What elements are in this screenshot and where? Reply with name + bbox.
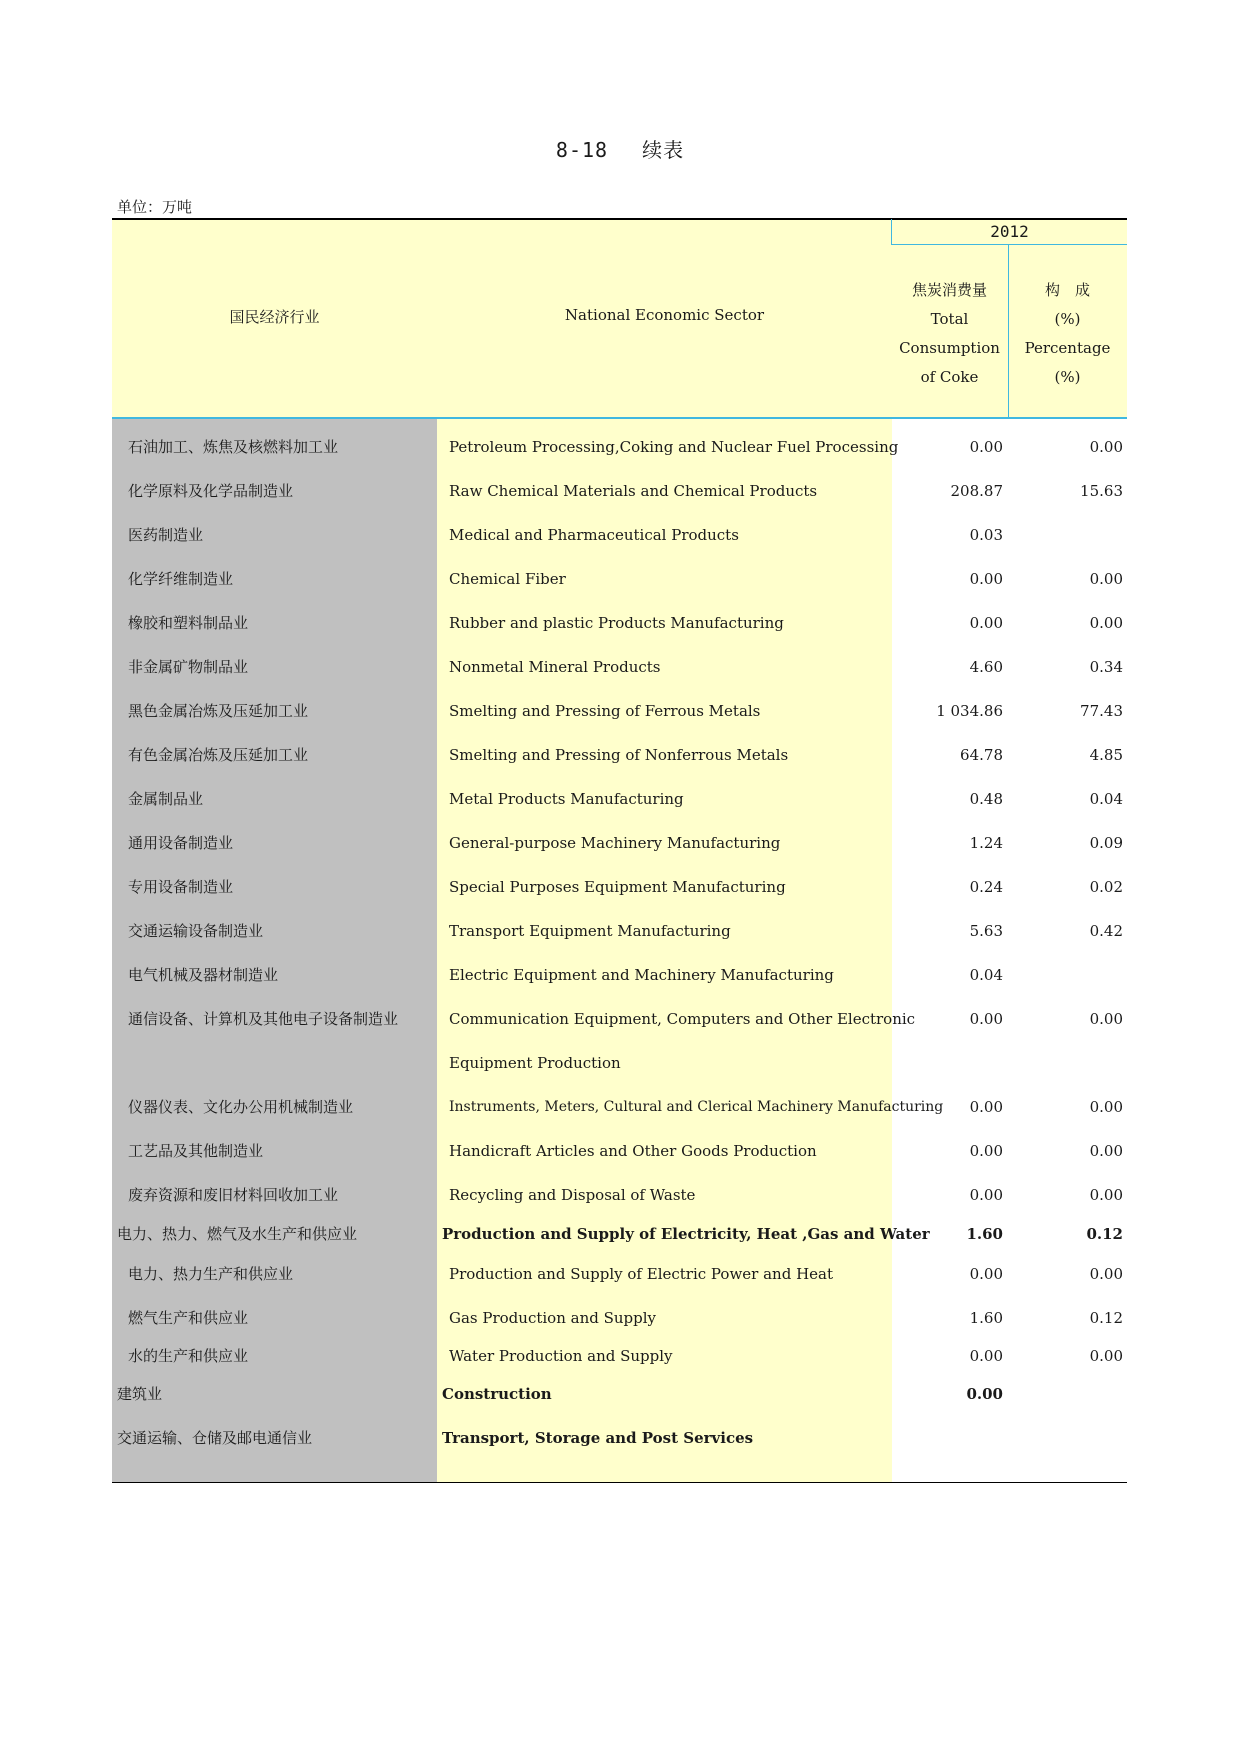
en-sector: Special Purposes Equipment Manufacturing <box>449 878 786 896</box>
consumption-value: 0.00 <box>969 1186 1003 1204</box>
en-sector: General-purpose Machinery Manufacturing <box>449 834 781 852</box>
header-line: 构 成 <box>1044 281 1090 299</box>
cn-sector: 电气机械及器材制造业 <box>128 966 279 984</box>
table-row <box>112 1180 1127 1210</box>
cn-sector: 电力、热力生产和供应业 <box>128 1265 294 1283</box>
percentage-value: 0.00 <box>1089 1347 1123 1365</box>
table-row-subtotal <box>112 1379 1127 1409</box>
percentage-value: 0.00 <box>1089 570 1123 588</box>
consumption-value: 4.60 <box>969 658 1003 676</box>
en-sector: Smelting and Pressing of Nonferrous Metals <box>449 746 789 764</box>
cn-sector: 电力、热力、燃气及水生产和供应业 <box>117 1225 358 1243</box>
header-line: of Coke <box>920 368 979 386</box>
cn-sector: 有色金属冶炼及压延加工业 <box>128 746 309 764</box>
percentage-value: 0.09 <box>1089 834 1123 852</box>
percentage-value: 0.04 <box>1089 790 1123 808</box>
en-sector: Production and Supply of Electric Power and Heat <box>449 1265 834 1283</box>
table-row <box>112 784 1127 814</box>
consumption-value: 0.00 <box>969 438 1003 456</box>
consumption-value: 0.00 <box>969 1347 1003 1365</box>
en-sector: Production and Supply of Electricity, Heat ,Gas and Water <box>442 1225 930 1243</box>
percentage-value: 0.42 <box>1089 922 1123 940</box>
percentage-value: 0.34 <box>1089 658 1123 676</box>
cn-sector: 燃气生产和供应业 <box>128 1309 249 1327</box>
consumption-value: 0.00 <box>969 1142 1003 1160</box>
table-row <box>112 696 1127 726</box>
en-sector: Transport, Storage and Post Services <box>442 1429 754 1447</box>
year-header: 2012 <box>990 222 1029 241</box>
table-row <box>112 828 1127 858</box>
en-sector: Petroleum Processing,Coking and Nuclear Fuel Processing <box>449 438 899 456</box>
table-row <box>112 608 1127 638</box>
consumption-value: 0.03 <box>969 526 1003 544</box>
cn-sector: 建筑业 <box>117 1385 163 1403</box>
header-line: Consumption <box>899 339 1000 357</box>
table-row-subtotal <box>112 1423 1127 1453</box>
table-row-subtotal <box>112 1219 1127 1249</box>
consumption-header <box>891 276 1008 392</box>
cn-sector-header: 国民经济行业 <box>229 308 320 326</box>
percentage-value: 77.43 <box>1080 702 1123 720</box>
en-sector: Medical and Pharmaceutical Products <box>449 526 739 544</box>
en-sector: Metal Products Manufacturing <box>449 790 684 808</box>
table-row <box>112 1092 1127 1122</box>
percentage-value: 0.00 <box>1089 1265 1123 1283</box>
bottom-rule <box>112 1482 1127 1483</box>
header-line: Total <box>930 310 969 328</box>
percentage-header <box>1008 276 1127 392</box>
table-row <box>112 960 1127 990</box>
consumption-value: 1.24 <box>969 834 1003 852</box>
consumption-value: 1 034.86 <box>936 702 1003 720</box>
cn-sector: 废弃资源和废旧材料回收加工业 <box>128 1186 339 1204</box>
consumption-value: 1.60 <box>966 1225 1003 1243</box>
table-row <box>112 564 1127 594</box>
percentage-value: 0.02 <box>1089 878 1123 896</box>
consumption-value: 0.04 <box>969 966 1003 984</box>
table-row <box>112 1136 1127 1166</box>
cn-sector: 通信设备、计算机及其他电子设备制造业 <box>128 1010 399 1028</box>
consumption-value: 0.00 <box>969 614 1003 632</box>
consumption-value: 0.24 <box>969 878 1003 896</box>
consumption-value: 208.87 <box>950 482 1003 500</box>
table-row <box>112 916 1127 946</box>
consumption-value: 0.00 <box>969 1098 1003 1116</box>
en-sector-header: National Economic Sector <box>564 306 765 324</box>
cn-sector: 水的生产和供应业 <box>128 1347 249 1365</box>
percentage-value: 0.00 <box>1089 614 1123 632</box>
cn-sector: 非金属矿物制品业 <box>128 658 249 676</box>
percentage-value: 4.85 <box>1089 746 1123 764</box>
en-sector: Rubber and plastic Products Manufacturing <box>449 614 784 632</box>
en-sector: Recycling and Disposal of Waste <box>449 1186 696 1204</box>
cn-sector: 专用设备制造业 <box>128 878 234 896</box>
en-sector: Electric Equipment and Machinery Manufacturing <box>449 966 834 984</box>
consumption-value: 0.48 <box>969 790 1003 808</box>
data-table <box>112 218 1127 1483</box>
cn-sector: 橡胶和塑料制品业 <box>128 614 249 632</box>
en-sector: Transport Equipment Manufacturing <box>449 922 731 940</box>
consumption-value: 5.63 <box>969 922 1003 940</box>
cn-sector: 通用设备制造业 <box>128 834 234 852</box>
cn-sector: 石油加工、炼焦及核燃料加工业 <box>128 438 339 456</box>
percentage-value: 0.00 <box>1089 1098 1123 1116</box>
percentage-value: 0.00 <box>1089 1010 1123 1028</box>
consumption-value: 0.00 <box>969 1265 1003 1283</box>
table-row <box>112 432 1127 462</box>
table-row <box>112 520 1127 550</box>
cn-sector: 仪器仪表、文化办公用机械制造业 <box>128 1098 354 1116</box>
percentage-value: 15.63 <box>1080 482 1123 500</box>
consumption-value: 0.00 <box>966 1385 1003 1403</box>
header-rule <box>112 417 1127 419</box>
table-row <box>112 1341 1127 1371</box>
header-line: Percentage <box>1024 339 1111 357</box>
en-sector: Water Production and Supply <box>449 1347 673 1365</box>
cn-sector: 交通运输、仓储及邮电通信业 <box>117 1429 313 1447</box>
en-sector: Handicraft Articles and Other Goods Production <box>449 1142 817 1160</box>
cn-sector: 医药制造业 <box>128 526 204 544</box>
table-row <box>112 1303 1127 1333</box>
table-title <box>0 134 1240 163</box>
percentage-value: 0.12 <box>1086 1225 1123 1243</box>
percentage-value: 0.12 <box>1089 1309 1123 1327</box>
consumption-value: 0.00 <box>969 1010 1003 1028</box>
en-sector: Construction <box>442 1385 552 1403</box>
en-sector: Instruments, Meters, Cultural and Clerical Machinery Manufacturing <box>449 1099 944 1115</box>
en-sector: Equipment Production <box>449 1054 621 1072</box>
consumption-value: 1.60 <box>969 1309 1003 1327</box>
cn-sector: 黑色金属冶炼及压延加工业 <box>128 702 309 720</box>
percentage-value: 0.00 <box>1089 1142 1123 1160</box>
en-sector: Chemical Fiber <box>449 570 566 588</box>
table-number: 8-18 <box>555 138 609 162</box>
table-row <box>112 740 1127 770</box>
en-sector: Raw Chemical Materials and Chemical Products <box>449 482 818 500</box>
table-row <box>112 1259 1127 1289</box>
en-sector: Smelting and Pressing of Ferrous Metals <box>449 702 761 720</box>
en-sector: Communication Equipment, Computers and Other Electronic <box>449 1010 916 1028</box>
cn-sector: 化学原料及化学品制造业 <box>128 482 294 500</box>
cn-sector: 交通运输设备制造业 <box>128 922 264 940</box>
table-row <box>112 1004 1127 1034</box>
en-sector: Nonmetal Mineral Products <box>449 658 661 676</box>
cn-sector: 化学纤维制造业 <box>128 570 234 588</box>
percentage-value: 0.00 <box>1089 1186 1123 1204</box>
table-title-text: 续表 <box>642 138 685 162</box>
table-row <box>112 872 1127 902</box>
table-row <box>112 476 1127 506</box>
table-row <box>112 1048 1127 1078</box>
header-line: (%) <box>1054 368 1081 386</box>
consumption-value: 64.78 <box>960 746 1003 764</box>
percentage-value: 0.00 <box>1089 438 1123 456</box>
consumption-value: 0.00 <box>969 570 1003 588</box>
unit-label: 单位：万吨 <box>117 198 193 216</box>
cn-sector: 金属制品业 <box>128 790 204 808</box>
en-sector: Gas Production and Supply <box>449 1309 657 1327</box>
header-line: (%) <box>1054 310 1081 328</box>
table-row <box>112 652 1127 682</box>
header-line: 焦炭消费量 <box>911 281 987 299</box>
cn-sector: 工艺品及其他制造业 <box>128 1142 264 1160</box>
